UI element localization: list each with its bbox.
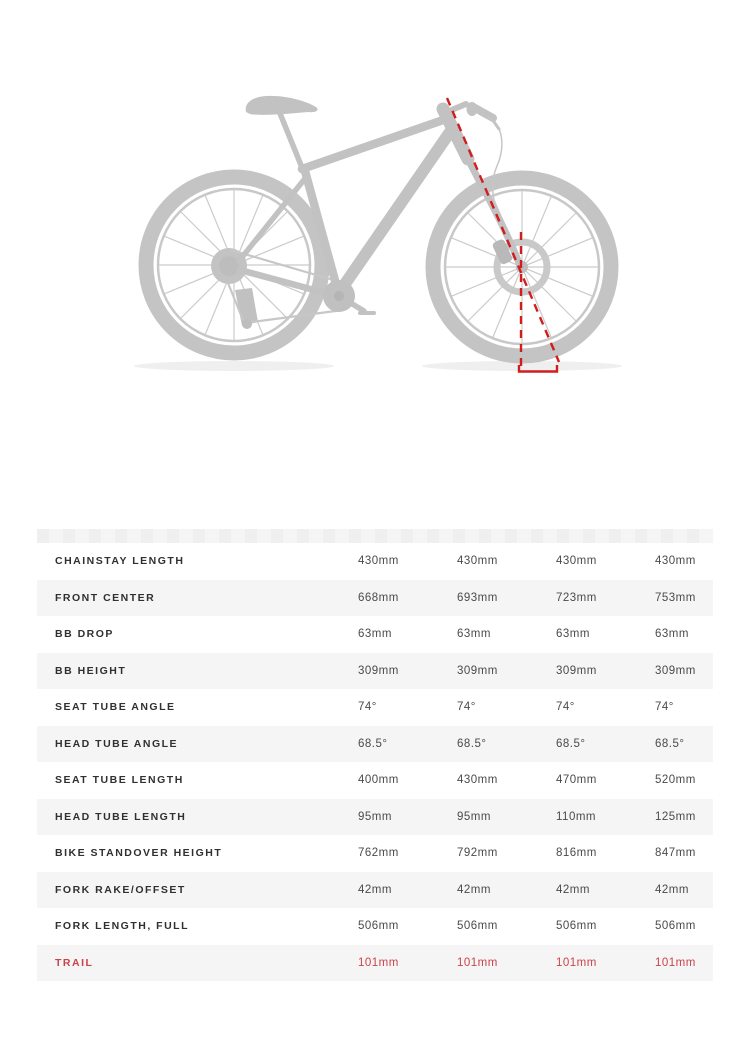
table-row xyxy=(37,580,713,617)
row-value: 101mm xyxy=(457,956,498,969)
row-value: 74° xyxy=(556,701,575,714)
row-value: 63mm xyxy=(457,628,491,641)
row-value: 42mm xyxy=(358,883,392,896)
handlebar-clamp xyxy=(467,102,478,116)
row-value: 816mm xyxy=(556,847,597,860)
table-header-strip xyxy=(37,529,713,543)
row-value: 42mm xyxy=(655,883,689,896)
table-row xyxy=(37,543,713,580)
row-label: CHAINSTAY LENGTH xyxy=(55,555,185,568)
row-value: 520mm xyxy=(655,774,696,787)
row-value: 430mm xyxy=(358,555,399,568)
row-label: TRAIL xyxy=(55,956,94,969)
row-value: 68.5° xyxy=(556,737,586,750)
row-value: 506mm xyxy=(457,920,498,933)
row-value: 430mm xyxy=(655,555,696,568)
row-value: 110mm xyxy=(556,810,596,823)
row-value: 74° xyxy=(457,701,476,714)
row-value: 693mm xyxy=(457,591,498,604)
row-value: 762mm xyxy=(358,847,399,860)
row-value: 400mm xyxy=(358,774,399,787)
row-value: 309mm xyxy=(358,664,399,677)
row-value: 309mm xyxy=(457,664,498,677)
row-value: 68.5° xyxy=(358,737,388,750)
row-value: 430mm xyxy=(556,555,597,568)
table-row xyxy=(37,689,713,726)
row-value: 95mm xyxy=(457,810,491,823)
table-rows xyxy=(37,543,713,981)
row-label: SEAT TUBE ANGLE xyxy=(55,701,176,714)
row-value: 506mm xyxy=(556,920,597,933)
row-value: 63mm xyxy=(556,628,590,641)
row-value: 42mm xyxy=(556,883,590,896)
row-label: BB HEIGHT xyxy=(55,664,127,677)
row-label: BIKE STANDOVER HEIGHT xyxy=(55,847,223,860)
row-value: 506mm xyxy=(358,920,399,933)
row-label: SEAT TUBE LENGTH xyxy=(55,774,184,787)
table-row xyxy=(37,799,713,836)
wheel-shadows xyxy=(134,361,622,371)
row-value: 753mm xyxy=(655,591,696,604)
row-value: 309mm xyxy=(655,664,696,677)
row-value: 68.5° xyxy=(457,737,487,750)
row-value: 668mm xyxy=(358,591,399,604)
row-label: HEAD TUBE ANGLE xyxy=(55,737,179,750)
table-row xyxy=(37,835,713,872)
row-label: BB DROP xyxy=(55,628,114,641)
row-value: 309mm xyxy=(556,664,597,677)
row-value: 42mm xyxy=(457,883,491,896)
table-row xyxy=(37,872,713,909)
row-value: 95mm xyxy=(358,810,392,823)
steering-axis-dashed-line xyxy=(447,98,559,362)
row-value: 723mm xyxy=(556,591,597,604)
row-value: 847mm xyxy=(655,847,696,860)
row-value: 101mm xyxy=(556,956,597,969)
saddle xyxy=(246,96,318,115)
row-label: HEAD TUBE LENGTH xyxy=(55,810,187,823)
handlebar-grip xyxy=(475,108,493,118)
table-row xyxy=(37,945,713,982)
row-label: FORK RAKE/OFFSET xyxy=(55,883,186,896)
seatpost xyxy=(277,106,305,175)
table-row xyxy=(37,653,713,690)
table-row xyxy=(37,726,713,763)
row-label: FRONT CENTER xyxy=(55,591,156,604)
row-value: 125mm xyxy=(655,810,696,823)
row-value: 430mm xyxy=(457,555,498,568)
row-value: 74° xyxy=(655,701,674,714)
row-value: 101mm xyxy=(358,956,399,969)
frame xyxy=(239,104,519,313)
row-value: 68.5° xyxy=(655,737,685,750)
row-label: FORK LENGTH, FULL xyxy=(55,920,189,933)
row-value: 63mm xyxy=(358,628,392,641)
bike-geometry-diagram xyxy=(0,0,750,430)
row-value: 792mm xyxy=(457,847,498,860)
row-value: 74° xyxy=(358,701,377,714)
table-row xyxy=(37,762,713,799)
row-value: 506mm xyxy=(655,920,696,933)
row-value: 430mm xyxy=(457,774,498,787)
table-row xyxy=(37,908,713,945)
bike-diagram-svg xyxy=(0,0,750,430)
row-value: 63mm xyxy=(655,628,689,641)
table-row xyxy=(37,616,713,653)
geometry-table xyxy=(37,529,713,981)
row-value: 101mm xyxy=(655,956,696,969)
row-value: 470mm xyxy=(556,774,597,787)
